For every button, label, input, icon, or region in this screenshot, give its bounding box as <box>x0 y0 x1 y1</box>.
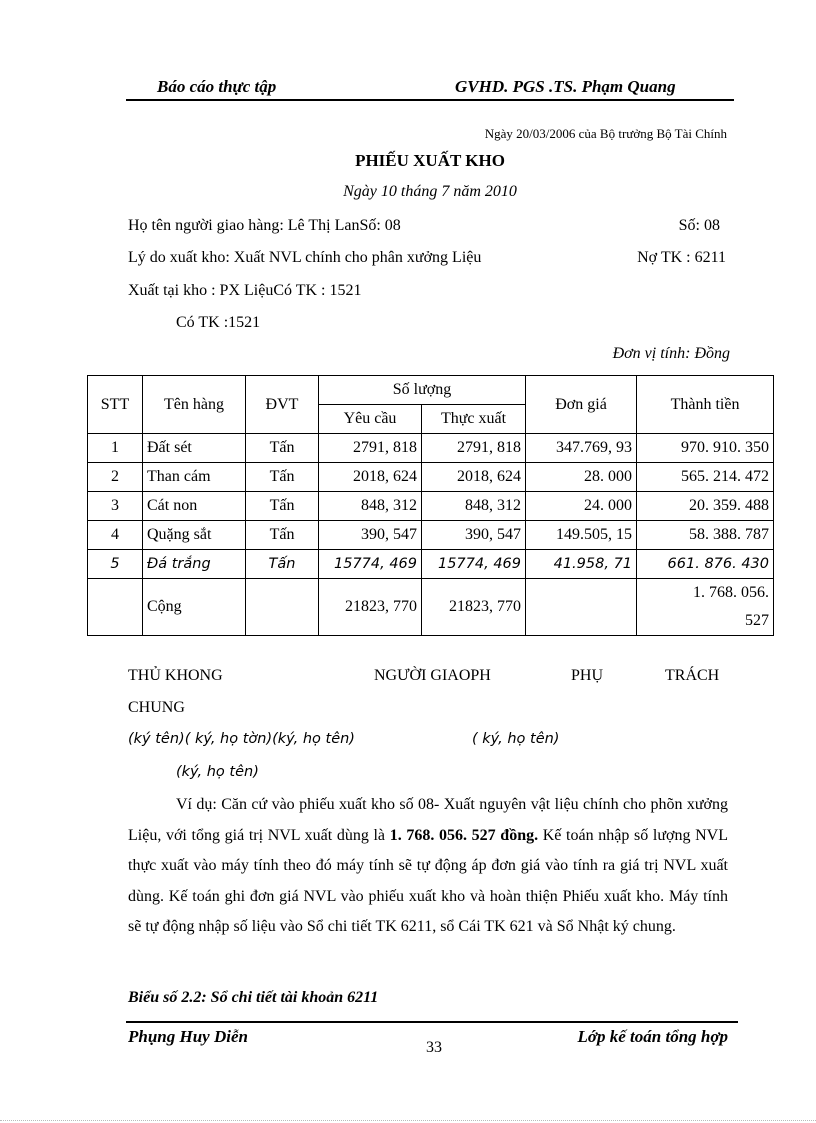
col-stt: STT <box>88 376 143 434</box>
info-line3: Xuất tại kho : PX LiệuCó TK : 1521 <box>128 282 362 299</box>
info-line4: Có TK :1521 <box>176 314 261 331</box>
col-price: Đơn giá <box>526 376 637 434</box>
footer-right: Lớp kế toán tổng hợp <box>577 1027 728 1046</box>
cell-amount: 565. 214. 472 <box>637 463 774 492</box>
info-line1: Họ tên người giao hàng: Lê Thị LanSố: 08 <box>128 217 401 234</box>
sign-deliverer: NGƯỜI GIAOPH <box>374 667 491 684</box>
cell-price: 28. 000 <box>526 463 637 492</box>
cell-stt: 5 <box>88 550 143 579</box>
cell-amount: 661. 876. 430 <box>637 550 774 579</box>
info-line1-right: Số: 08 <box>678 217 720 234</box>
cell-stt: 1 <box>88 434 143 463</box>
col-actual: Thực xuất <box>422 405 526 434</box>
col-name: Tên hàng <box>143 376 246 434</box>
cell-name: Quặng sắt <box>143 521 246 550</box>
table-row <box>88 463 774 492</box>
cell-price: 41.958, 71 <box>526 550 637 579</box>
info-line2: Lý do xuất kho: Xuất NVL chính cho phân xưởng Liệu <box>128 249 482 266</box>
total-label: Cộng <box>143 579 246 636</box>
table-row <box>88 492 774 521</box>
sign-hint-line1-right: ( ký, họ tên) <box>472 731 560 747</box>
unit-note: Đơn vị tính: Đồng <box>612 345 730 362</box>
cell-req: 15774, 469 <box>319 550 422 579</box>
doc-title: PHIẾU XUẤT KHO <box>355 151 505 170</box>
footer-left: Phụng Huy Diễn <box>128 1027 248 1046</box>
total-amount-line1: 1. 768. 056. <box>693 584 770 601</box>
cell-req: 2791, 818 <box>319 434 422 463</box>
cell-amount: 58. 388. 787 <box>637 521 774 550</box>
cell-name: Đất sét <box>143 434 246 463</box>
header-left: Báo cáo thực tập <box>157 77 277 96</box>
cell-req: 2018, 624 <box>319 463 422 492</box>
col-amount: Thành tiền <box>637 376 774 434</box>
cell-amount: 970. 910. 350 <box>637 434 774 463</box>
total-actual: 21823, 770 <box>422 579 526 636</box>
cell-stt: 4 <box>88 521 143 550</box>
cell-req: 390, 547 <box>319 521 422 550</box>
cell-amount: 20. 359. 488 <box>637 492 774 521</box>
cell-actual: 390, 547 <box>422 521 526 550</box>
col-qty: Số lượng <box>319 376 526 405</box>
decree-line: Ngày 20/03/2006 của Bộ trưởng Bộ Tài Chính <box>484 126 727 141</box>
cell-unit: Tấn <box>246 463 319 492</box>
total-row <box>88 579 774 636</box>
total-amount <box>637 579 774 636</box>
sign-hint-line2: (ký, họ tên) <box>176 764 259 780</box>
body-paragraph <box>128 790 728 943</box>
header-rule <box>126 99 734 101</box>
header-right: GVHD. PGS .TS. Phạm Quang <box>455 77 676 96</box>
sign-hint-line1: (ký tên)( ký, họ tờn)(ký, họ tên) <box>128 731 355 747</box>
cell-name: Cát non <box>143 492 246 521</box>
cell-actual: 848, 312 <box>422 492 526 521</box>
sign-warehouse-keeper: THỦ KHONG <box>128 667 223 684</box>
para-text-a: Ví dụ: Căn cứ vào phiếu xuất kho số 08- Xuất nguyên vật liệu chính cho phõn xưởng Liệu, với tổng giá trị NVL xuất dùng là <box>128 796 728 844</box>
sign-chief-1: PHỤ <box>571 667 604 684</box>
table-row <box>88 550 774 579</box>
cell-actual: 15774, 469 <box>422 550 526 579</box>
cell-price: 24. 000 <box>526 492 637 521</box>
total-req: 21823, 770 <box>319 579 422 636</box>
cell-req: 848, 312 <box>319 492 422 521</box>
info-line2-right: Nợ TK : 6211 <box>637 249 726 266</box>
cell-price: 347.769, 93 <box>526 434 637 463</box>
cell-actual: 2018, 624 <box>422 463 526 492</box>
issue-slip-table <box>87 375 774 636</box>
table-row <box>88 521 774 550</box>
cell-unit: Tấn <box>246 492 319 521</box>
cell-stt: 3 <box>88 492 143 521</box>
caption: Biểu số 2.2: Sổ chi tiết tài khoản 6211 <box>128 989 379 1006</box>
cell-name: Đá trắng <box>143 550 246 579</box>
col-req: Yêu cầu <box>319 405 422 434</box>
cell-actual: 2791, 818 <box>422 434 526 463</box>
cell-unit: Tấn <box>246 550 319 579</box>
footer-rule <box>126 1021 738 1023</box>
sign-chief-2: TRÁCH <box>665 667 720 684</box>
total-amount-line2: 527 <box>745 612 770 629</box>
cell-unit: Tấn <box>246 521 319 550</box>
doc-date: Ngày 10 tháng 7 năm 2010 <box>343 183 517 200</box>
cell-price: 149.505, 15 <box>526 521 637 550</box>
cell-stt: 2 <box>88 463 143 492</box>
cell-name: Than cám <box>143 463 246 492</box>
table-row <box>88 434 774 463</box>
para-text-b: Kế toán nhập số lượng NVL thực xuất vào máy tính theo đó máy tính sẽ tự động áp đơn giá vào tính ra giá trị NVL xuất dùng. Kế toán ghi đơn giá NVL vào phiếu xuất kho và hoàn thiện Phiếu xuất kho. Máy tính sẽ tự động nhập số liệu vào Sổ chi tiết TK 6211, sổ Cái TK 621 và Sổ Nhật ký chung. <box>128 826 728 935</box>
page-number: 33 <box>426 1039 442 1056</box>
page-edge <box>0 1120 816 1121</box>
sign-chief-3: CHUNG <box>128 699 185 716</box>
para-total-amount: 1. 768. 056. 527 đồng. <box>389 826 539 844</box>
col-unit: ĐVT <box>246 376 319 434</box>
cell-unit: Tấn <box>246 434 319 463</box>
